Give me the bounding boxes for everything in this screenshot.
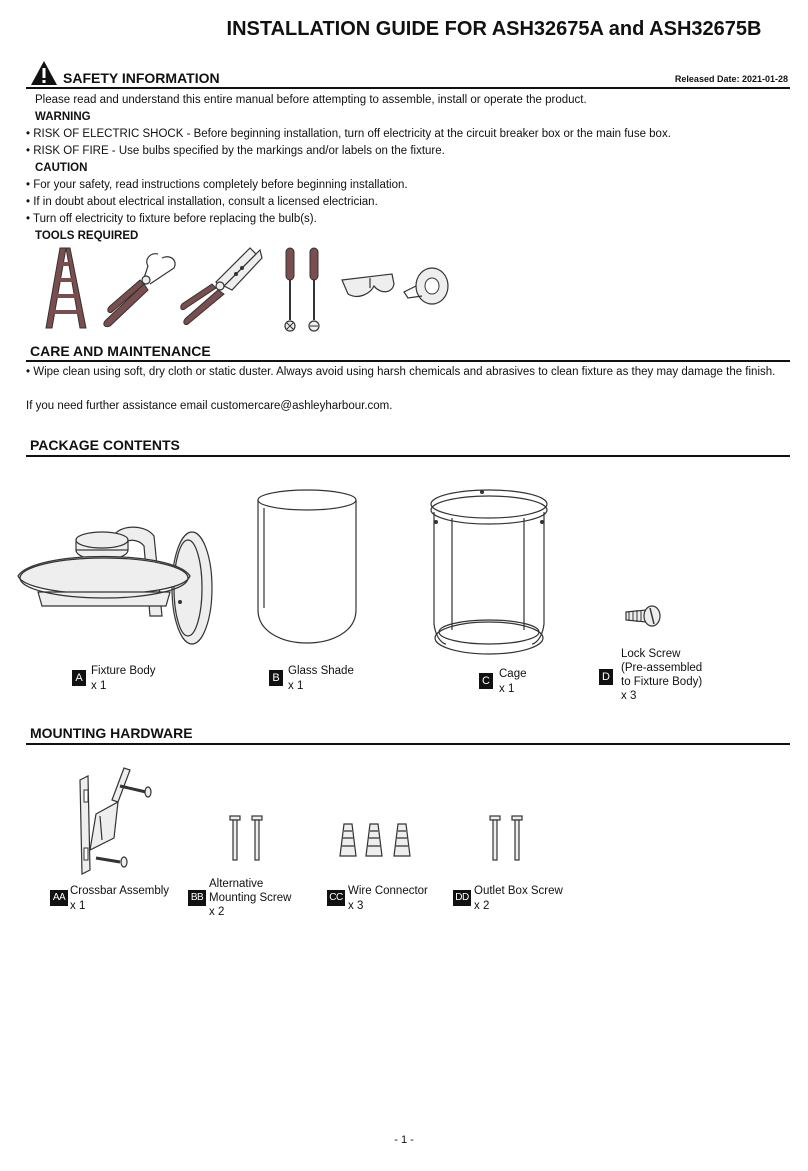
part-name: Glass Shade — [288, 665, 354, 677]
wire-connector-illustration — [336, 822, 416, 858]
care-heading: CARE AND MAINTENANCE — [30, 343, 211, 359]
outlet-box-screw-illustration — [488, 814, 528, 864]
part-name: Lock Screw — [621, 648, 681, 660]
package-heading: PACKAGE CONTENTS — [30, 437, 180, 453]
fixture-body-illustration — [14, 516, 220, 656]
hardware-heading: MOUNTING HARDWARE — [30, 725, 193, 741]
tools-label: TOOLS REQUIRED — [35, 230, 139, 242]
assist-text: If you need further assistance email customercare@ashleyharbour.com. — [26, 400, 393, 412]
released-date: Released Date: 2021-01-28 — [674, 74, 788, 84]
tape-icon — [402, 266, 452, 310]
part-qty: x 3 — [348, 900, 364, 912]
part-name: (Pre-assembled — [621, 662, 703, 674]
glass-shade-illustration — [252, 486, 362, 656]
part-letter-bb: BB — [188, 890, 206, 906]
divider — [26, 455, 790, 457]
warning-icon — [30, 60, 58, 86]
part-name: Outlet Box Screw — [474, 885, 563, 897]
divider — [26, 360, 790, 362]
part-name: Fixture Body — [91, 665, 156, 677]
part-qty: x 2 — [474, 900, 490, 912]
part-qty: x 1 — [288, 680, 304, 692]
part-qty: x 2 — [209, 906, 225, 918]
part-qty: x 1 — [91, 680, 107, 692]
part-name: Cage — [499, 668, 527, 680]
ladder-icon — [44, 246, 88, 330]
crossbar-assembly-illustration — [66, 760, 160, 878]
care-text: • Wipe clean using soft, dry cloth or static duster. Always avoid using harsh chemicals and abrasives to clean fixture as they may damage the finish. — [26, 366, 776, 378]
page-title: INSTALLATION GUIDE FOR ASH32675A and ASH32675B — [226, 18, 762, 40]
warning-item: • RISK OF ELECTRIC SHOCK - Before beginning installation, turn off electricity at the circuit breaker box or the main fuse box. — [26, 128, 671, 140]
part-name: to Fixture Body) — [621, 676, 703, 688]
caution-item: • For your safety, read instructions completely before beginning installation. — [26, 179, 408, 191]
warning-item: • RISK OF FIRE - Use bulbs specified by the markings and/or labels on the fixture. — [26, 145, 445, 157]
part-letter-a: A — [72, 670, 86, 686]
part-letter-aa: AA — [50, 890, 68, 906]
divider — [26, 743, 790, 745]
lock-screw-illustration — [624, 602, 664, 630]
caution-item: • Turn off electricity to fixture before replacing the bulb(s). — [26, 213, 317, 225]
divider — [26, 87, 790, 89]
screwdrivers-icon — [278, 246, 328, 334]
part-name: Alternative — [209, 878, 264, 890]
caution-label: CAUTION — [35, 162, 88, 174]
part-qty: x 1 — [70, 900, 86, 912]
part-letter-dd: DD — [453, 890, 471, 906]
part-letter-b: B — [269, 670, 283, 686]
mounting-screw-illustration — [228, 814, 268, 864]
warning-label: WARNING — [35, 111, 91, 123]
safety-heading: SAFETY INFORMATION — [63, 70, 220, 86]
page-number: - 1 - — [394, 1134, 414, 1146]
intro-text: Please read and understand this entire manual before attempting to assemble, install or operate the product. — [35, 94, 587, 106]
part-qty: x 3 — [621, 690, 637, 702]
safety-glasses-icon — [340, 270, 396, 304]
part-letter-d: D — [599, 669, 613, 685]
part-name: Mounting Screw — [209, 892, 292, 904]
caution-item: • If in doubt about electrical installation, consult a licensed electrician. — [26, 196, 378, 208]
cage-illustration — [424, 484, 554, 664]
part-name: Crossbar Assembly — [70, 885, 170, 897]
part-name: Wire Connector — [348, 885, 428, 897]
part-letter-cc: CC — [327, 890, 345, 906]
part-letter-c: C — [479, 673, 493, 689]
part-qty: x 1 — [499, 683, 515, 695]
wire-stripper-icon — [180, 246, 264, 330]
pliers-icon — [100, 250, 180, 330]
